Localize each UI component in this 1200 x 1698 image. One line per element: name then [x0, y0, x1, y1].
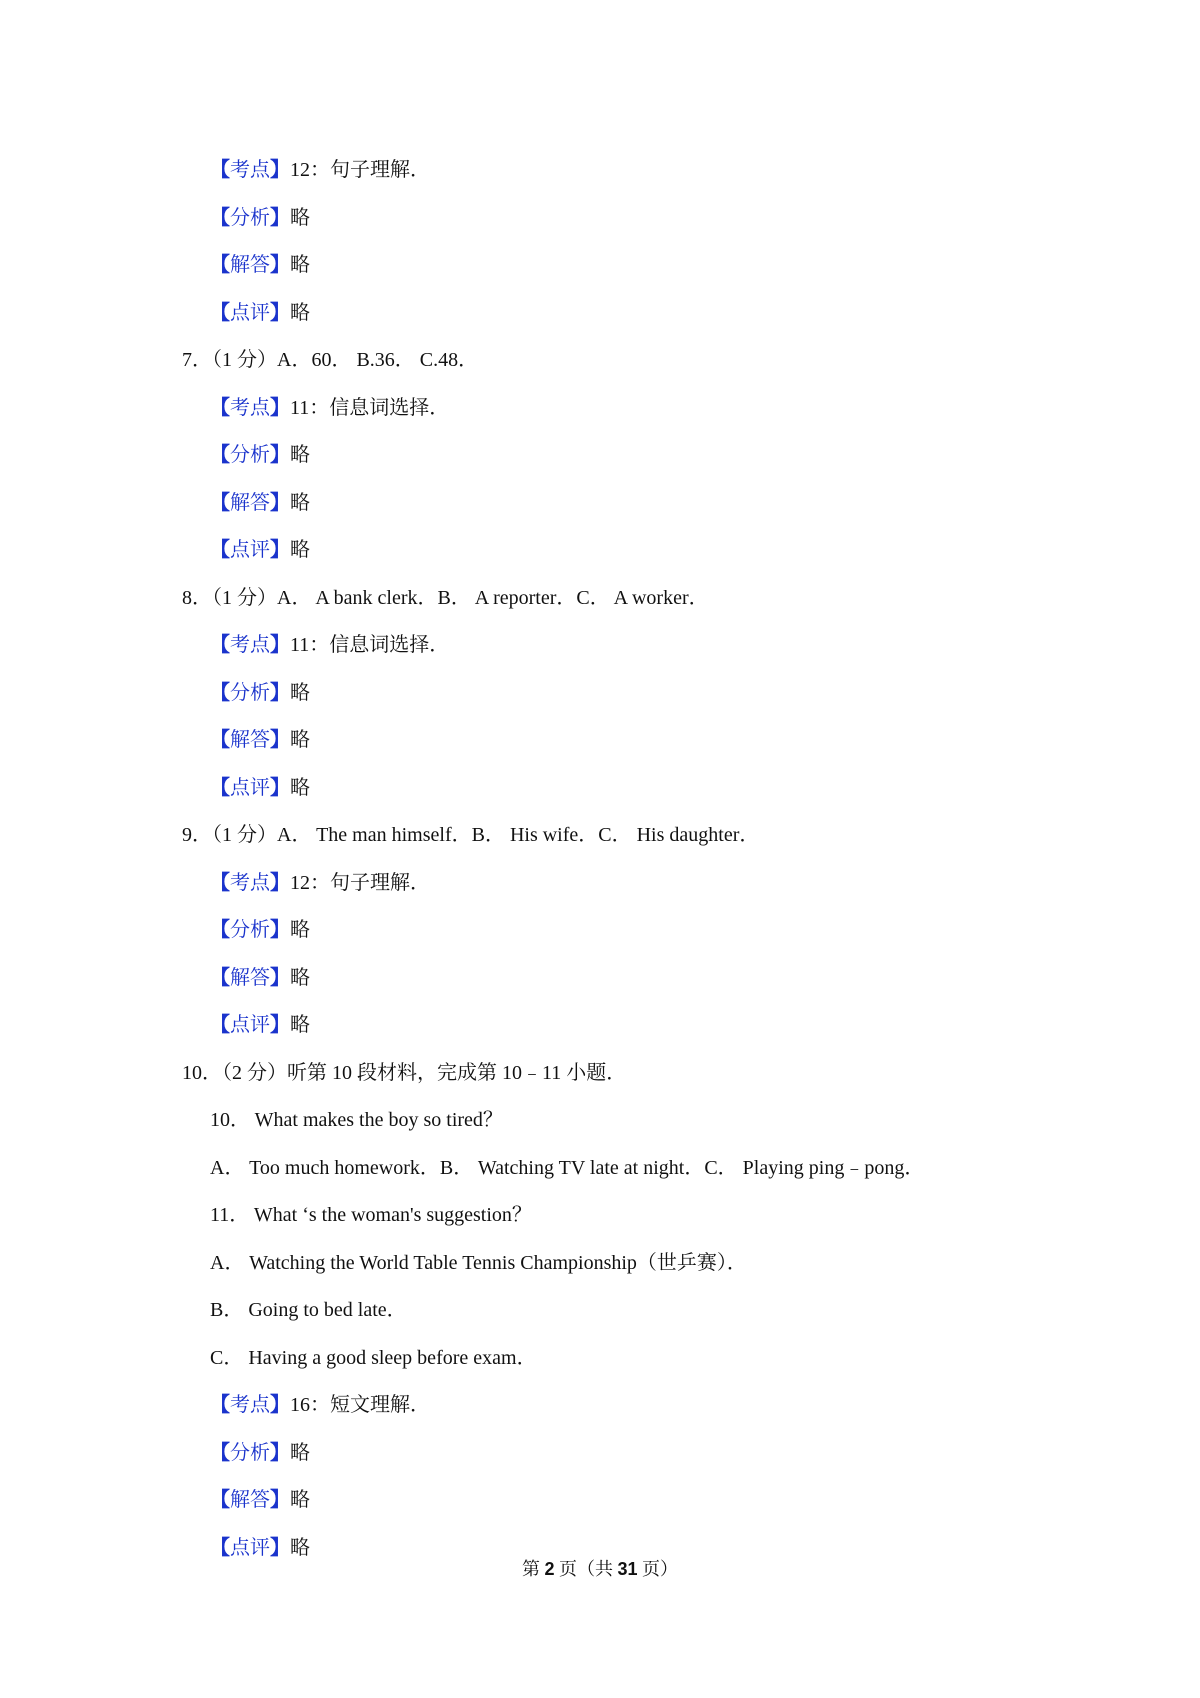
kaodian-tag: 【考点】	[210, 634, 290, 656]
dianping-tag: 【点评】	[210, 1014, 290, 1036]
fenxi-text: 略	[290, 207, 310, 229]
analysis-dianping-9	[210, 1011, 310, 1039]
analysis-kaodian-8	[210, 631, 449, 659]
jieda-text: 略	[290, 492, 310, 514]
analysis-dianping-8	[210, 774, 310, 802]
question-10: 10．（2 分）听第 10 段材料，完成第 10﹣11 小题．	[182, 1062, 627, 1084]
analysis-kaodian-7	[210, 394, 449, 422]
jieda-tag: 【解答】	[210, 729, 290, 751]
analysis-fenxi-9	[210, 916, 310, 944]
jieda-text: 略	[290, 967, 310, 989]
dianping-tag: 【点评】	[210, 1537, 290, 1559]
question-10-sub-2-option-c: C． Having a good sleep before exam．	[210, 1347, 537, 1369]
jieda-tag: 【解答】	[210, 967, 290, 989]
question-10-sub-2-option-b: B． Going to bed late．	[210, 1299, 407, 1321]
analysis-kaodian-9	[210, 869, 430, 897]
dianping-text: 略	[290, 1537, 310, 1559]
kaodian-tag: 【考点】	[210, 397, 290, 419]
dianping-text: 略	[290, 539, 310, 561]
jieda-text: 略	[290, 729, 310, 751]
question-10-sub-1: 10． What makes the boy so tired？	[210, 1109, 503, 1131]
jieda-tag: 【解答】	[210, 254, 290, 276]
fenxi-text: 略	[290, 682, 310, 704]
analysis-dianping-7	[210, 536, 310, 564]
question-10-sub-2: 11． What ‘s the woman's suggestion？	[210, 1204, 532, 1226]
fenxi-tag: 【分析】	[210, 444, 290, 466]
dianping-tag: 【点评】	[210, 777, 290, 799]
question-8: 8．（1 分）A． A bank clerk．B． A reporter．C． A worker．	[182, 587, 709, 609]
analysis-fenxi-10	[210, 1439, 310, 1467]
dianping-text: 略	[290, 1014, 310, 1036]
analysis-jieda-9	[210, 964, 310, 992]
question-7: 7．（1 分）A．60． B.36． C.48．	[182, 349, 479, 371]
analysis-kaodian-10	[210, 1391, 430, 1419]
fenxi-tag: 【分析】	[210, 682, 290, 704]
analysis-jieda-7	[210, 489, 310, 517]
fenxi-tag: 【分析】	[210, 919, 290, 941]
jieda-tag: 【解答】	[210, 492, 290, 514]
kaodian-text: 11：信息词选择．	[290, 397, 450, 419]
fenxi-tag: 【分析】	[210, 207, 290, 229]
question-9: 9．（1 分）A． The man himself．B． His wife．C． His daughter．	[182, 824, 760, 846]
kaodian-text: 12：句子理解．	[290, 872, 430, 894]
analysis-jieda-8	[210, 726, 310, 754]
page-footer: 第 2 页（共 31 页）	[521, 1559, 679, 1579]
jieda-text: 略	[290, 1489, 310, 1511]
analysis-jieda-6	[210, 251, 310, 279]
analysis-fenxi-7	[210, 441, 310, 469]
dianping-tag: 【点评】	[210, 302, 290, 324]
analysis-fenxi-6	[210, 204, 310, 232]
kaodian-tag: 【考点】	[210, 1394, 290, 1416]
kaodian-text: 12：句子理解．	[290, 159, 430, 181]
fenxi-text: 略	[290, 444, 310, 466]
dianping-text: 略	[290, 777, 310, 799]
analysis-dianping-6	[210, 299, 310, 327]
fenxi-text: 略	[290, 919, 310, 941]
page-total: 31	[617, 1559, 638, 1579]
analysis-kaodian-6	[210, 156, 430, 184]
jieda-text: 略	[290, 254, 310, 276]
fenxi-text: 略	[290, 1442, 310, 1464]
dianping-tag: 【点评】	[210, 539, 290, 561]
kaodian-tag: 【考点】	[210, 159, 290, 181]
dianping-text: 略	[290, 302, 310, 324]
analysis-jieda-10	[210, 1486, 310, 1514]
kaodian-tag: 【考点】	[210, 872, 290, 894]
analysis-fenxi-8	[210, 679, 310, 707]
fenxi-tag: 【分析】	[210, 1442, 290, 1464]
kaodian-text: 16：短文理解．	[290, 1394, 430, 1416]
page-number: 2	[544, 1559, 555, 1579]
question-10-sub-1-options: A． Too much homework．B． Watching TV late at night．C． Playing ping﹣pong．	[210, 1157, 925, 1179]
kaodian-text: 11：信息词选择．	[290, 634, 450, 656]
jieda-tag: 【解答】	[210, 1489, 290, 1511]
question-10-sub-2-option-a: A． Watching the World Table Tennis Championship（世乒赛）．	[210, 1252, 747, 1274]
